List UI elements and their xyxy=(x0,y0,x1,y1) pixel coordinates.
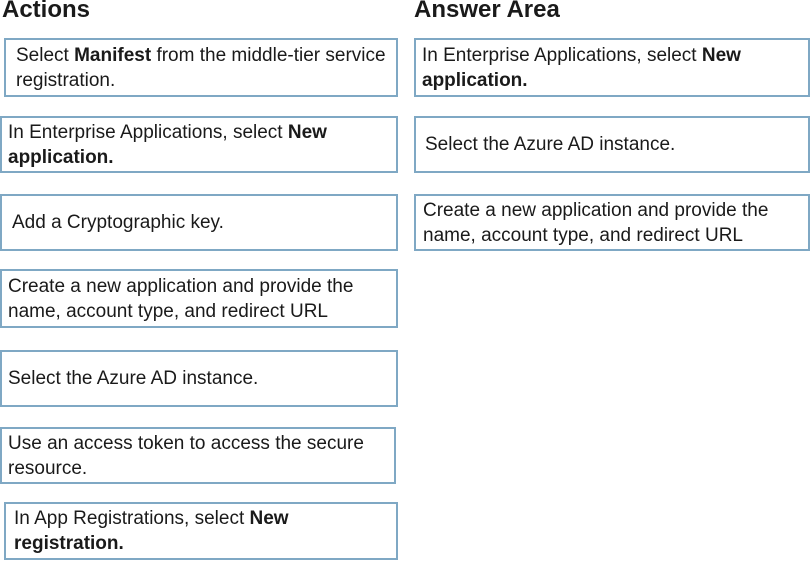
actions-heading: Actions xyxy=(2,0,91,23)
answer-slot-1[interactable] xyxy=(414,38,810,97)
action-item-text: Add a Cryptographic key. xyxy=(12,212,224,233)
action-item-text: Select Manifest from the middle-tier service registration. xyxy=(16,44,386,91)
answer-slot-2[interactable] xyxy=(414,116,810,173)
action-item-select-manifest[interactable] xyxy=(4,38,398,97)
action-item-app-registrations-new-registration[interactable] xyxy=(4,502,398,560)
action-item-text: Use an access token to access the secure resource. xyxy=(8,432,364,479)
action-item-text: Select the Azure AD instance. xyxy=(8,368,259,389)
action-item-add-cryptographic-key[interactable] xyxy=(0,194,398,251)
answer-slot-3[interactable] xyxy=(414,194,810,251)
action-item-enterprise-new-application[interactable] xyxy=(0,116,398,173)
action-item-select-azure-ad-instance[interactable] xyxy=(0,350,398,407)
action-item-use-access-token[interactable] xyxy=(0,427,396,484)
answer-area-heading: Answer Area xyxy=(414,0,560,23)
answer-item-text: Create a new application and provide the name, account type, and redirect URL xyxy=(423,199,769,246)
action-item-text: In Enterprise Applications, select New application. xyxy=(8,121,327,168)
action-item-text: In App Registrations, select New registration. xyxy=(14,508,289,554)
action-item-create-new-application[interactable] xyxy=(0,269,398,328)
answer-item-text: Select the Azure AD instance. xyxy=(425,134,676,155)
action-item-text: Create a new application and provide the name, account type, and redirect URL xyxy=(8,275,354,322)
answer-item-text: In Enterprise Applications, select New application. xyxy=(422,44,741,91)
